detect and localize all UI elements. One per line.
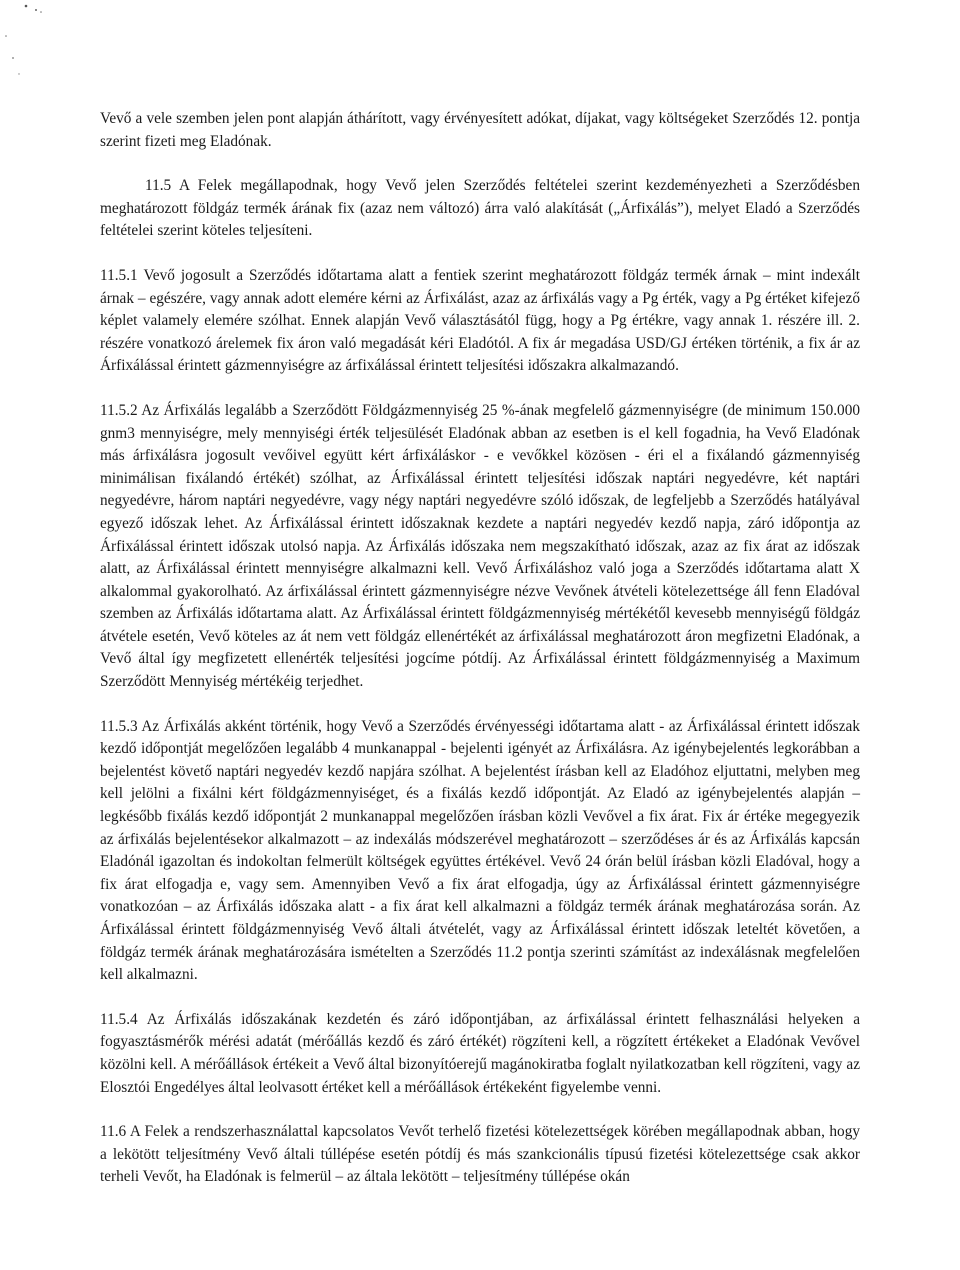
paragraph-11-4-end <box>100 108 860 153</box>
paragraph-number: 11.5.2 <box>100 401 138 419</box>
paragraph-text: Az Árfixálás legalább a Szerződött Földgázmennyiség 25 %-ának megfelelő gázmennyiségre (de minimum 150.000 gnm3 mennyiségre, mely mennyiségi érték teljesülését Eladónak abban az esetben is el kell fogadnia, ha Vevő Eladónak más árfixálásra jogosult vevőivel együtt kért árfixáláskor - e vevőkkel közösen - éri el a fixálandó gázmennyiség minimálisan fixálandó értékét) szólhat, az Árfixálással érintett teljesítési időszak naptári negyedévre, két naptári negyedévre, három naptári negyedévre, vagy négy naptári negyedévre szóló időszak, de legfeljebb a Szerződés hatályával egyező időszak lehet. Az Árfixálással érintett időszaknak kezdete a naptári negyedév kezdő napja, záró időpontja az Árfixálással érintett időszak utolsó napja. Az Árfixálás időszaka nem megszakítható időszak, azaz az fix árat az időszak alatt, az Árfixálással érintett mennyiségre alkalmazni kell. Vevő Árfixáláshoz való joga a Szerződés időtartama alatt X alkalommal gyakorolható. Az árfixálással érintett gázmennyiségre nézve Vevőnek átvételi kötelezettsége áll fenn Eladóval szemben az Árfixálás időtartama alatt. Az Árfixálással érintett földgázmennyiség mértékétől kevesebb mennyiségű földgáz átvétele esetén, Vevő köteles az át nem vett földgáz ellenértékét az árfixálással meghatározott áron megfizetni Eladónak, a Vevő által így megfizetett ellenérték teljesítési jogcíme pótdíj. Az Árfixálással érintett földgázmennyiség a Maximum Szerződött Mennyiség mértékéig terjedhet. <box>100 401 860 691</box>
document-page <box>100 108 860 1211</box>
paragraph-text: A Felek a rendszerhasználattal kapcsolatos Vevőt terhelő fizetési kötelezettségek körében megállapodnak abban, hogy a lekötött teljesítmény Vevő általi túllépése esetén pótdíj és más szankcionális típusú fizetési kötelezettsége csak akkor terheli Vevőt, ha Eladónak is felmerül – az általa lekötött – teljesítmény túllépése okán <box>100 1123 860 1186</box>
paragraph-number: 11.5.1 <box>100 266 138 284</box>
paragraph-11-5-3 <box>100 716 860 987</box>
paragraph-11-6 <box>100 1121 860 1189</box>
paragraph-11-5-2 <box>100 400 860 694</box>
paragraph-text: Az Árfixálás időszakának kezdetén és záró időpontjában, az árfixálással érintett felhasználási helyeken a fogyasztásmérők mérési adatát (mérőállás kezdő és záró értékét) rögzíteni kell, a rögzített értékeket a Eladónak Vevővel közölni kell. A mérőállások értékeit a Vevő által bizonyítóerejű magánokiratba foglalt nyilatkozatban kell rögzíteni, vagy az Elosztói Engedélyes által leolvasott értéket kell a mérőállások értékeként figyelembe venni. <box>100 1010 860 1096</box>
paragraph-text: Az Árfixálás akként történik, hogy Vevő a Szerződés érvényességi időtartama alatt - az Árfixálással érintett időszak kezdő időpontját megelőzően legalább 4 munkanappal - bejelenti igényét az Árfixálásra. Az igénybejelentés legkorábban a bejelentést követő naptári negyedév kezdő napjára szólhat. A bejelentést írásban kell az Eladóhoz eljuttatni, melyben meg kell jelölni a fixálni kért földgázmennyiséget, és a fixálás kezdő időpontját. Az Eladó az igénybejelentés alapján – legkésőbb fixálás kezdő időpontját 2 munkanappal megelőzően írásban közli Vevővel a fix árat. Fix ár értéke megegyezik az árfixálás bejelentésekor alkalmazott – az indexálás módszerével meghatározott – szerződéses ár és az Árfixálás kapcsán Eladónál igazoltan és indokoltan felmerült költségek együttes értékével. Vevő 24 órán belül írásban közli Eladóval, hogy a fix árat elfogadja e, vagy sem. Amennyiben Vevő a fix árat elfogadja, úgy az Árfixálással érintett gázmennyiségre vonatkozóan – az Árfixálás időszaka alatt - a fix árat kell alkalmazni a földgáz termék árának meghatározása során. Az Árfixálással érintett földgázmennyiség Vevő általi átvételét, vagy az Árfixálással érintett időszak leteltét követően, a földgáz termék árának meghatározására ismételten a Szerződés 11.2 pontja szerinti számítást az indexálásnak megfelelően kell alkalmazni. <box>100 717 860 984</box>
paragraph-11-5-1 <box>100 265 860 378</box>
paragraph-text: A Felek megállapodnak, hogy Vevő jelen Szerződés feltételei szerint kezdeményezheti a Szerződésben meghatározott földgáz termék árának fix (azaz nem változó) árra való alakítását („Árfixálás”), melyet Eladó a Szerződés feltételei szerint köteles teljesíteni. <box>100 177 860 240</box>
paragraph-number: 11.6 <box>100 1123 127 1141</box>
paragraph-number: 11.5.4 <box>100 1010 138 1028</box>
paragraph-text: Vevő jogosult a Szerződés időtartama alatt a fentiek szerint meghatározott földgáz termék árnak – mint indexált árnak – egészére, vagy annak adott elemére kérni az Árfixálást, azaz az árfixálás vagy a Pg érték, vagy a Pg értéket kifejező képlet valamely elemére szólhat. Ennek alapján Vevő választásától függ, hogy a Pg értékre, vagy annak 1. részére ill. 2. részére vonatkozó árelemek fix áron való megadását kéri Eladótól. A fix ár megadása USD/GJ értéken történik, a fix ár az Árfixálással érintett gázmennyiségre az árfixálással érintett teljesítési időszakra alkalmazandó. <box>100 266 860 375</box>
paragraph-number: 11.5 <box>145 177 172 195</box>
paragraph-number: 11.5.3 <box>100 717 138 735</box>
scan-artifact-marks <box>0 0 120 80</box>
paragraph-11-5-4 <box>100 1009 860 1099</box>
paragraph-text: Vevő a vele szemben jelen pont alapján áthárított, vagy érvényesített adókat, díjakat, vagy költségeket Szerződés 12. pontja szerint fizeti meg Eladónak. <box>100 110 860 150</box>
paragraph-11-5 <box>100 175 860 243</box>
